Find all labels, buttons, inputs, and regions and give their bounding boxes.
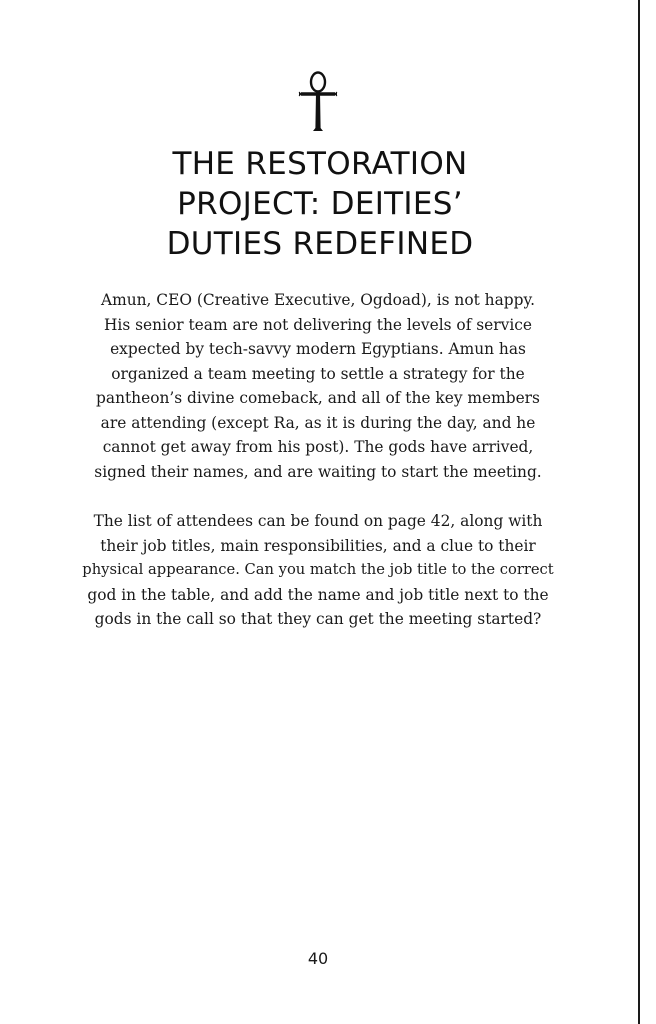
- text-line: expected by tech-savvy modern Egyptians. Amun has: [110, 340, 526, 358]
- instructions-paragraph: [80, 509, 556, 632]
- text-line: Amun, CEO (Creative Executive, Ogdoad), is not happy.: [100, 291, 536, 309]
- page-number: 40: [307, 949, 329, 968]
- title-line: PROJECT: DEITIES’: [177, 186, 463, 222]
- text-line: their job titles, main responsibilities, and a clue to their: [100, 536, 536, 555]
- title-line: THE RESTORATION: [172, 146, 468, 182]
- text-line: His senior team are not delivering the levels of service: [104, 315, 532, 334]
- text-line: physical appearance. Can you match the job title to the correct: [82, 561, 554, 578]
- intro-paragraph: [80, 288, 556, 484]
- text-line: are attending (except Ra, as it is during the day, and he: [100, 413, 536, 432]
- text-line: organized a team meeting to settle a strategy for the: [111, 364, 525, 383]
- text-line: signed their names, and are waiting to start the meeting.: [94, 462, 542, 481]
- text-line: pantheon’s divine comeback, and all of the key members: [96, 389, 540, 407]
- text-line: The list of attendees can be found on page 42, along with: [93, 512, 543, 530]
- title-line: DUTIES REDEFINED: [166, 226, 474, 262]
- ankh-icon: [298, 70, 338, 132]
- page-title: [40, 144, 600, 264]
- text-line: god in the table, and add the name and job title next to the: [87, 585, 549, 604]
- text-line: gods in the call so that they can get the meeting started?: [94, 610, 542, 628]
- text-line: cannot get away from his post). The gods have arrived,: [102, 438, 534, 456]
